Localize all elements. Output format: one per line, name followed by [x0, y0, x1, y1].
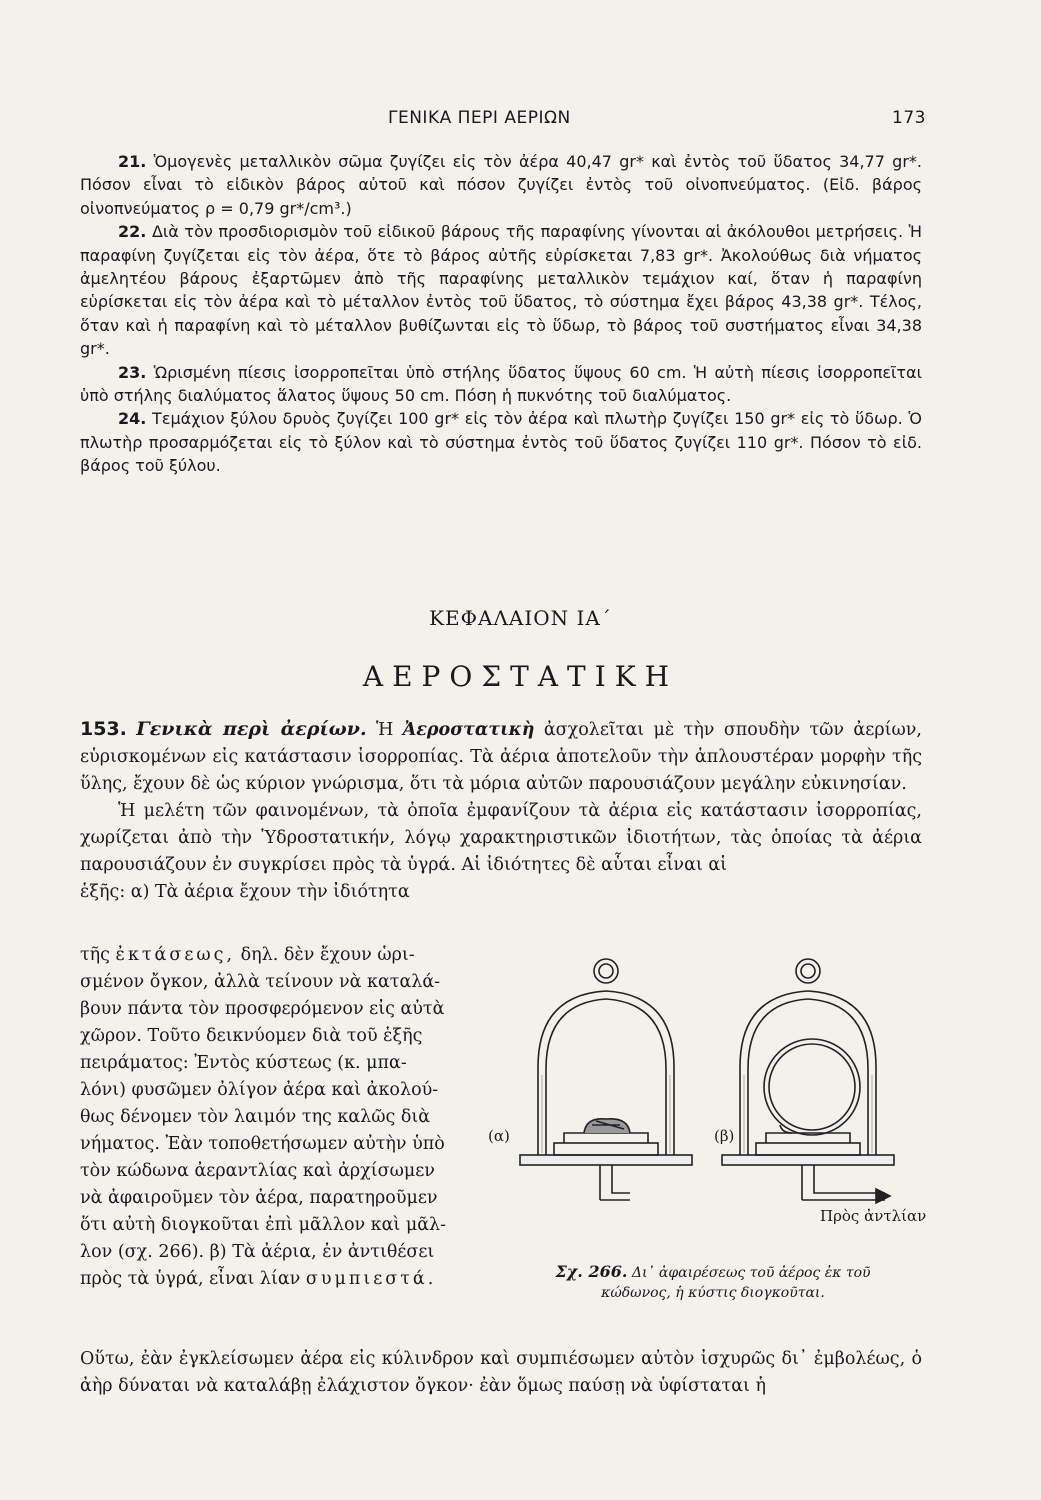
column-line: πρὸς τὰ ὑγρά, εἶναι λίαν συμπιεστά. [80, 1269, 437, 1289]
problem-text: Τεμάχιον ξύλου δρυὸς ζυγίζει 100 gr* εἰς τὸν ἀέρα καὶ πλωτὴρ ζυγίζει 150 gr* εἰς τὸ ὕδωρ. Ὁ πλωτὴρ προσαρμόζεται εἰς τὸ ξύλον καὶ τὸ σύστημα ἐντὸς τοῦ ὕδατος ζυγίζει 110 gr*. Πόσον τὸ εἰδ. βάρος τοῦ ξύλου. [80, 409, 922, 476]
paragraph-text: ἀσχολεῖται μὲ τὴν σπουδὴν τῶν ἀερίων, εὑρισκομένων εἰς κατάστασιν ἰσορροπίας. Τὰ ἀέρια ἀποτελοῦν τὴν ἁπλουστέραν μορφὴν τῆς ὕλης, ἔχουν δὲ ὡς κύριον γνώρισμα, ὅτι τὰ μόρια αὐτῶν παρουσιάζουν μεγάλην εὐκινησίαν. [80, 720, 922, 794]
problems-list [80, 150, 922, 478]
column-line: λόνι) φυσῶμεν ὀλίγον ἀέρα καὶ ἀκολού- [80, 1080, 439, 1100]
problem-number: 24. [118, 409, 147, 429]
inflated-bladder [764, 1039, 860, 1135]
paragraph [80, 798, 922, 879]
wrapped-column [80, 942, 472, 1293]
column-line: νὰ ἀφαιροῦμεν τὸν ἀέρα, παρατηροῦμεν [80, 1188, 438, 1208]
section-intro [80, 716, 922, 906]
problem-item [80, 361, 922, 408]
column-line: πειράματος: Ἐντὸς κύστεως (κ. μπα- [80, 1053, 407, 1073]
jar-knob-a [594, 959, 618, 983]
page-number: 173 [892, 108, 926, 128]
problem-number: 23. [118, 362, 147, 382]
problem-item [80, 150, 922, 220]
label-b: (β) [714, 1127, 735, 1145]
paragraph [80, 716, 922, 798]
column-line: θως δένομεν τὸν λαιμόν της καλῶς διὰ [80, 1107, 431, 1127]
paragraph: Οὕτω, ἐὰν ἐγκλείσωμεν ἀέρα εἰς κύλινδρον καὶ συμπιέσωμεν αὐτὸν ἰσχυρῶς δι᾿ ἐμβολέως, ὁ ἀὴρ δύναται νὰ καταλάβῃ ἐλάχιστον ὄγκον· ἐὰν ὅμως παύσῃ νὰ ὑφίσταται ἡ [80, 1349, 922, 1396]
caption-text: Δι᾿ ἀφαιρέσεως τοῦ ἀέρος ἐκ τοῦ κώδωνος, ἡ κύστις διογκοῦται. [601, 1265, 871, 1301]
section-number: 153. [80, 718, 127, 740]
column-line: νήματος. Ἐὰν τοποθετήσωμεν αὐτὴν ὑπὸ [80, 1134, 445, 1154]
paragraph-lead: Ἡ [375, 720, 394, 740]
problem-item [80, 407, 922, 477]
paragraph-text: Ἡ μελέτη τῶν φαινομένων, τὰ ὁποῖα ἐμφανίζουν τὰ ἀέρια εἰς κατάστασιν ἰσορροπίας, χωρίζεται ἀπὸ τὴν Ὑδροστατικήν, λόγῳ χαρακτηριστικῶν ἰδιοτήτων, τὰς ὁποίας τὰ ἀέρια παρουσιάζουν ἐν συγκρίσει πρὸς τὰ ὑγρά. Αἱ ἰδιότητες δὲ αὗται εἶναι αἱ [80, 801, 922, 875]
figure-number: Σχ. 266. [555, 1262, 628, 1281]
problem-number: 22. [118, 222, 147, 242]
jar-knob-b [796, 959, 820, 983]
column-line: ὅτι αὐτὴ διογκοῦται ἐπὶ μᾶλλον καὶ μᾶλ- [80, 1215, 447, 1235]
section-continuation [80, 1346, 922, 1400]
paragraph [80, 879, 922, 906]
column-line: τὸν κώδωνα ἀεραντλίας καὶ ἀρχίσωμεν [80, 1161, 435, 1181]
term-aerostatics: Ἀεροστατικὴ [402, 720, 535, 740]
column-line: τῆς ἐκτάσεως, δηλ. δὲν ἔχουν ὡρι- [80, 945, 415, 965]
problem-text: Ὁμογενὲς μεταλλικὸν σῶμα ζυγίζει εἰς τὸν ἀέρα 40,47 gr* καὶ ἐντὸς τοῦ ὕδατος 34,77 gr*. Πόσον εἶναι τὸ εἰδικὸν βάρος αὐτοῦ καὶ πόσον ζυγίζει ἐντὸς τοῦ οἰνοπνεύματος. (Εἰδ. βάρος οἰνοπνεύματος ρ = 0,79 gr*/cm³.) [80, 152, 922, 218]
base-plate-a [520, 1155, 692, 1165]
column-line: σμένον ὄγκον, ἀλλὰ τείνουν νὰ καταλά- [80, 972, 441, 992]
chapter-label: ΚΕΦΑΛΑΙΟΝ ΙΑ΄ [429, 606, 612, 630]
label-a: (α) [488, 1127, 510, 1145]
column-line: βουν πάντα τὸν προσφερόμενον εἰς αὐτὰ [80, 999, 445, 1019]
base-plate-b [722, 1155, 894, 1165]
running-header [0, 108, 1041, 132]
collapsed-bladder [584, 1119, 630, 1133]
problem-number: 21. [118, 152, 147, 171]
pump-label: Πρὸς ἀντλίαν [820, 1207, 927, 1225]
problem-item [80, 220, 922, 360]
column-line: χῶρον. Τοῦτο δεικνύομεν διὰ τοῦ ἑξῆς [80, 1026, 423, 1046]
paragraph-text: ἑξῆς: α) Τὰ ἀέρια ἔχουν τὴν ἰδιότητα [80, 882, 410, 902]
chapter-title: ΑΕΡΟΣΤΑΤΙΚΗ [362, 660, 679, 693]
column-line: λον (σχ. 266). β) Τὰ ἀέρια, ἐν ἀντιθέσει [80, 1242, 435, 1262]
figure-266 [480, 955, 930, 1255]
problem-text: Ὡρισμένη πίεσις ἰσορροπεῖται ὑπὸ στήλης ὕδατος ὕψους 60 cm. Ἡ αὐτὴ πίεσις ἰσορροπεῖται ὑπὸ στήλης διαλύματος ἅλατος ὕψους 50 cm. Πόση ἡ πυκνότης τοῦ διαλύματος. [80, 362, 922, 406]
section-title: Γενικὰ περὶ ἀερίων. [136, 718, 367, 740]
problem-text: Διὰ τὸν προσδιορισμὸν τοῦ εἰδικοῦ βάρους τῆς παραφίνης γίνονται αἱ ἀκόλουθοι μετρήσεις. Ἡ παραφίνη ζυγίζεται εἰς τὸν ἀέρα, ὅτε τὸ βάρος αὐτῆς εὑρίσκεται 7,83 gr*. Ἀκολούθως διὰ νήματος ἀμελητέου βάρους ἐξαρτῶμεν ἀπὸ τῆς παραφίνης μεταλλικὸν τεμάχιον καί, ὅταν ἡ παραφίνη εὑρίσκεται εἰς τὸν ἀέρα καὶ τὸ μέταλλον ἐντὸς τοῦ ὕδατος, τὸ σύστημα ἔχει βάρος 43,38 gr*. Τέλος, ὅταν καὶ ἡ παραφίνη καὶ τὸ μέταλλον βυθίζωνται εἰς τὸ ὕδωρ, τὸ βάρος τοῦ συστήματος εἶναι 34,38 gr*. [80, 222, 922, 359]
header-title: ΓΕΝΙΚΑ ΠΕΡΙ ΑΕΡΙΩΝ [388, 108, 571, 128]
figure-caption [548, 1262, 878, 1303]
